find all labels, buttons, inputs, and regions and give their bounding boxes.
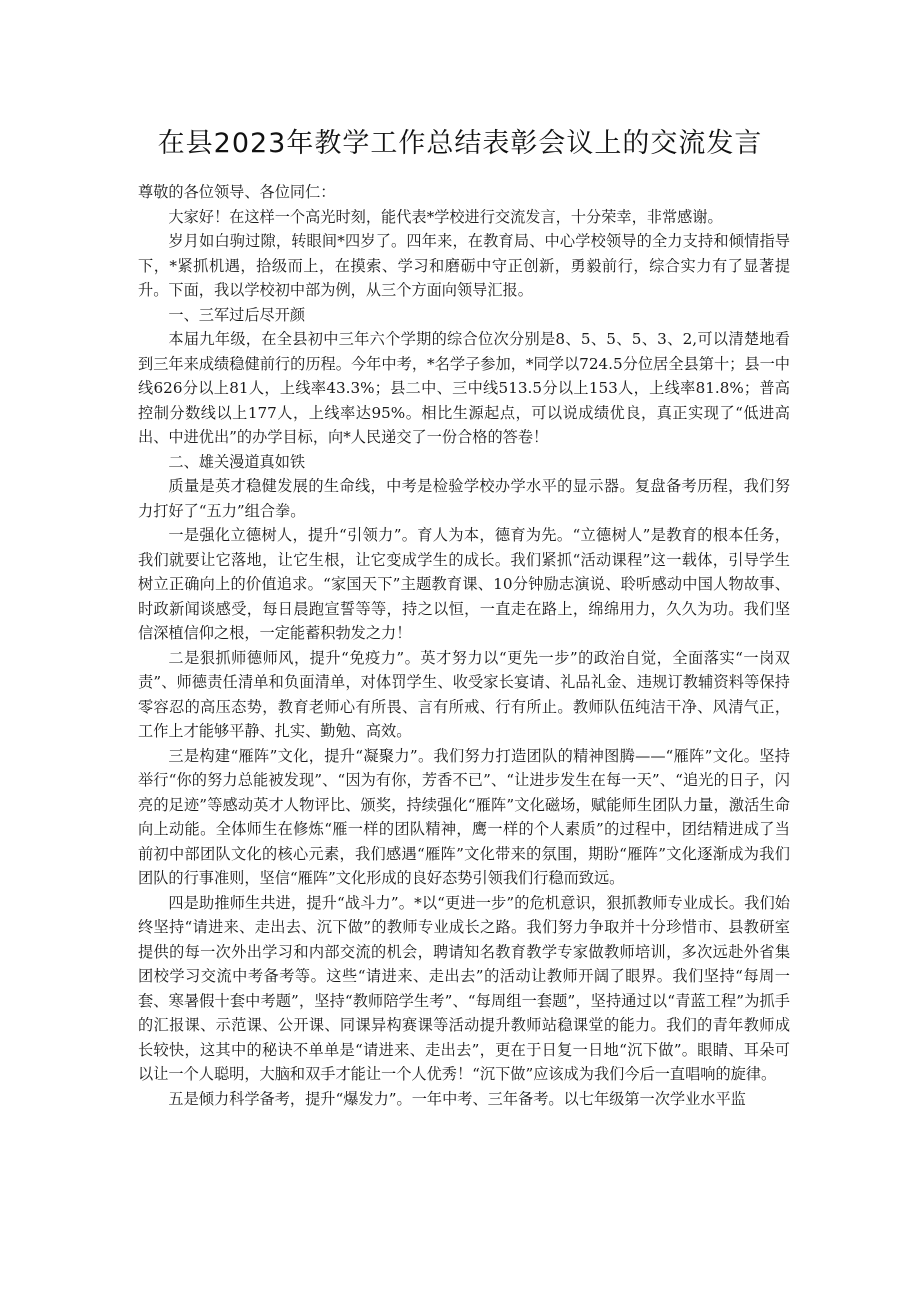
salutation: 尊敬的各位领导、各位同仁： [138,183,336,201]
paragraph-greeting: 大家好！在这样一个高光时刻，能代表*学校进行交流发言，十分荣幸，非常感谢。 [168,207,723,226]
section-heading-2: 二、雄关漫道真如铁 [168,452,306,471]
paragraph-introduction: 岁月如白驹过隙，转眼间*四岁了。四年来，在教育局、中心学校领导的全力支持和倾情指导下，*紧抓机遇，拾级而上，在摸索、学习和磨砺中守正创新，勇毅前行，综合实力有了显著提升。下面，我以学校初中部为例，从三个方面向领导汇报。 [138,232,790,299]
paragraph-point-2: 二是狠抓师德师风，提升“免疫力”。英才努力以“更先一步”的政治自觉，全面落实“一岗双责”、师德责任清单和负面清单，对体罚学生、收受家长宴请、礼品礼金、违规订教辅资料等保持零容忍的高压态势，教育老师心有所畏、言有所戒、行有所止。教师队伍纯洁干净、风清气正，工作上才能够平静、扎实、勤勉、高效。 [138,648,790,740]
paragraph-point-3: 三是构建“雁阵”文化，提升“凝聚力”。我们努力打造团队的精神图腾——“雁阵”文化。坚持举行“你的努力总能被发现”、“因为有你，芳香不已”、“让进步发生在每一天”、“追光的日子，闪亮的足迹”等感动英才人物评比、颁奖，持续强化“雁阵”文化磁场，赋能师生团队力量，激活生命向上动能。全体师生在修炼“雁一样的团队精神，鹰一样的个人素质”的过程中，团结精进成了当前初中部团队文化的核心元素，我们感遇“雁阵”文化带来的氛围，期盼“雁阵”文化逐渐成为我们团队的行事准则，坚信“雁阵”文化形成的良好态势引领我们行稳而致远。 [138,746,790,887]
document-body [138,180,790,1111]
paragraph-point-4: 四是助推师生共进，提升“战斗力”。*以“更进一步”的危机意识，狠抓教师专业成长。我们始终坚持“请进来、走出去、沉下做”的教师专业成长之路。我们努力争取并十分珍惜市、县教研室提供的每一次外出学习和内部交流的机会，聘请知名教育教学专家做教师培训，多次远赴外省集团校学习交流中考备考等。这些“请进来、走出去”的活动让教师开阔了眼界。我们坚持“每周一套、寒暑假十套中考题”，坚持“教师陪学生考”、“每周组一套题”，坚持通过以“青蓝工程”为抓手的汇报课、示范课、公开课、同课异构赛课等活动提升教师站稳课堂的能力。我们的青年教师成长较快，这其中的秘诀不单单是“请进来、走出去”，更在于日复一日地“沉下做”。眼睛、耳朵可以让一个人聪明，大脑和双手才能让一个人优秀！“沉下做”应该成为我们今后一直唱响的旋律。 [138,893,790,1083]
paragraph-point-5: 五是倾力科学备考，提升“爆发力”。一年中考、三年备考。以七年级第一次学业水平监 [168,1089,746,1108]
paragraph-point-1: 一是强化立德树人，提升“引领力”。育人为本，德育为先。“立德树人”是教育的根本任务，我们就要让它落地，让它生根，让它变成学生的成长。我们紧抓“活动课程”这一载体，引导学生树立正确向上的价值追求。“家国天下”主题教育课、10分钟励志演说、聆听感动中国人物故事、时政新闻谈感受，每日晨跑宣誓等等，持之以恒，一直走在路上，绵绵用力，久久为功。我们坚信深植信仰之根，一定能蓄积勃发之力！ [138,526,790,642]
section-heading-1: 一、三军过后尽开颜 [168,305,306,324]
paragraph-results: 本届九年级，在全县初中三年六个学期的综合位次分别是8、5、5、5、3、2,可以清楚地看到三年来成绩稳健前行的历程。今年中考，*名学子参加，*同学以724.5分位居全县第十；县一中线626分以上81人，上线率43.3%；县二中、三中线513.5分以上153人，上线率81.8%；普高控制分数线以上177人，上线率达95%。相比生源起点，可以说成绩优良，真正实现了“低进高出、中进优出”的办学目标，向*人民递交了一份合格的答卷！ [138,330,790,446]
document-title: 在县2023年教学工作总结表彰会议上的交流发言 [157,128,763,159]
paragraph-quality: 质量是英才稳健发展的生命线，中考是检验学校办学水平的显示器。复盘备考历程，我们努力打好了“五力”组合拳。 [138,477,790,520]
